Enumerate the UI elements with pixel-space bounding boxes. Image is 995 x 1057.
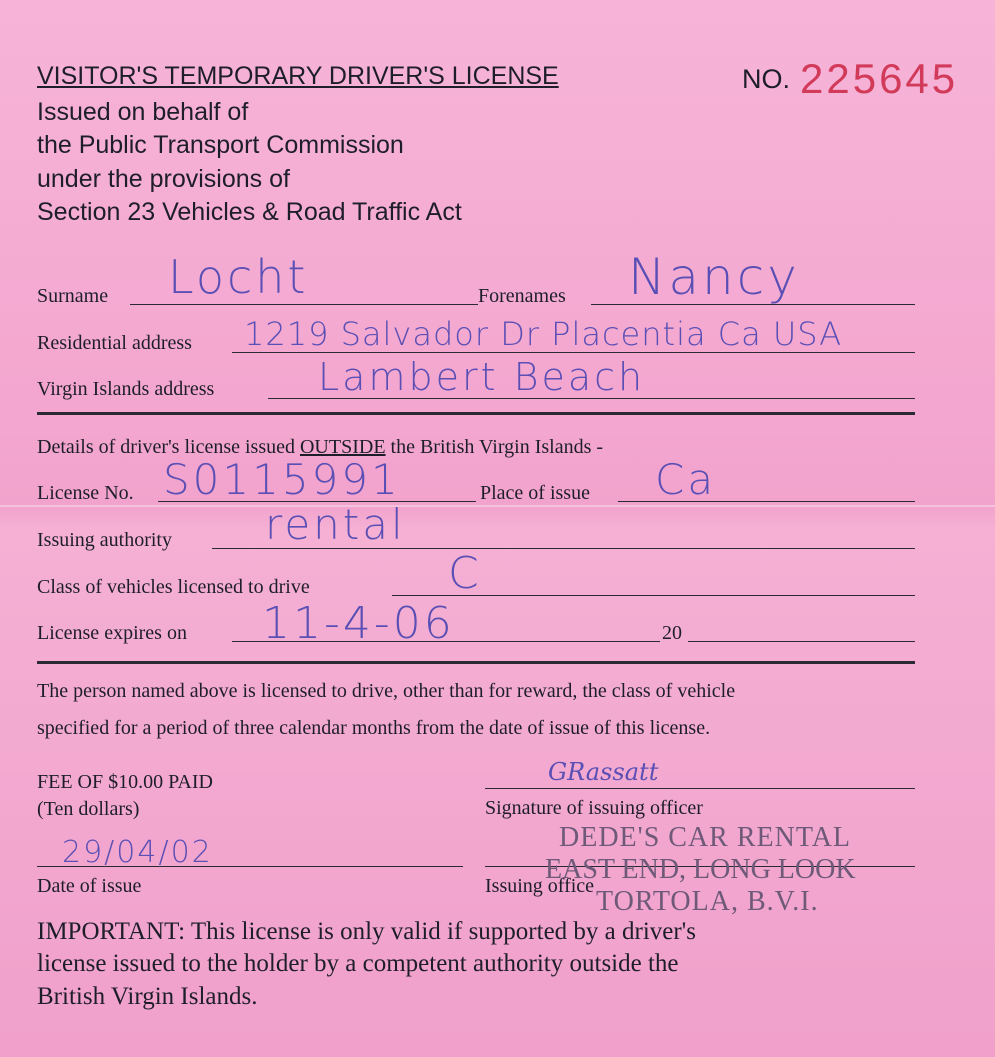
issue-date-underline bbox=[37, 866, 463, 867]
license-no-label: License No. bbox=[37, 482, 134, 504]
section-rule-bottom bbox=[37, 661, 915, 664]
surname-value: Locht bbox=[168, 250, 309, 304]
outside-prefix: Details of driver's license issued bbox=[37, 436, 300, 458]
issued-line-4: Section 23 Vehicles & Road Traffic Act bbox=[37, 198, 462, 226]
important-line-3: British Virgin Islands. bbox=[37, 983, 258, 1010]
signature-underline bbox=[485, 788, 915, 789]
license-number-label: NO. bbox=[742, 64, 791, 94]
surname-underline bbox=[130, 304, 478, 305]
outside-emphasis: OUTSIDE bbox=[299, 436, 386, 458]
fee-line-1: FEE OF $10.00 PAID bbox=[37, 771, 213, 793]
residential-value: 1219 Salvador Dr Placentia Ca USA bbox=[244, 315, 843, 353]
place-of-issue-label: Place of issue bbox=[480, 482, 590, 504]
terms-line-2: specified for a period of three calendar months from the date of issue of this license. bbox=[37, 717, 711, 739]
vehicle-class-label: Class of vehicles licensed to drive bbox=[37, 576, 310, 598]
officer-signature: GRassatt bbox=[548, 758, 659, 786]
expires-year-prefix: 20 bbox=[662, 622, 682, 644]
issue-date-label: Date of issue bbox=[37, 875, 142, 897]
license-number: 225645 bbox=[800, 55, 959, 102]
terms-line-1: The person named above is licensed to drive, other than for reward, the class of vehicle bbox=[37, 680, 736, 702]
license-no-value: S0115991 bbox=[163, 455, 401, 504]
outside-suffix: the British Virgin Islands - bbox=[385, 436, 604, 458]
issuing-authority-value: rental bbox=[265, 500, 406, 549]
issued-line-2: the Public Transport Commission bbox=[37, 131, 404, 159]
section-rule-top bbox=[37, 412, 915, 415]
forenames-value: Nancy bbox=[628, 248, 800, 306]
important-line-1: IMPORTANT: This license is only valid if supported by a driver's bbox=[37, 918, 696, 945]
issued-line-3: under the provisions of bbox=[37, 165, 290, 193]
important-line-2: license issued to the holder by a competent authority outside the bbox=[37, 950, 679, 977]
expires-value: 11-4-06 bbox=[262, 598, 455, 649]
expires-year-underline bbox=[688, 641, 915, 642]
residential-label: Residential address bbox=[37, 332, 192, 354]
vi-address-label: Virgin Islands address bbox=[37, 378, 215, 400]
license-title: VISITOR'S TEMPORARY DRIVER'S LICENSE bbox=[37, 62, 559, 90]
issuing-office-label: Issuing office bbox=[485, 875, 595, 897]
place-of-issue-value: Ca bbox=[655, 455, 717, 504]
rental-stamp-line-1: DEDE'S CAR RENTAL bbox=[559, 822, 852, 853]
vehicle-class-value: C bbox=[448, 548, 482, 599]
issue-date-value: 29/04/02 bbox=[62, 835, 213, 870]
vi-address-value: Lambert Beach bbox=[318, 355, 646, 399]
rental-stamp-line-3: TORTOLA, B.V.I. bbox=[596, 886, 819, 917]
issued-line-1: Issued on behalf of bbox=[37, 98, 249, 126]
surname-label: Surname bbox=[37, 285, 109, 307]
fee-line-2: (Ten dollars) bbox=[37, 798, 140, 820]
signature-label: Signature of issuing officer bbox=[485, 797, 703, 819]
rental-stamp-line-2: EAST END, LONG LOOK bbox=[545, 854, 856, 885]
issuing-authority-label: Issuing authority bbox=[37, 529, 172, 551]
fold-crease bbox=[0, 505, 995, 507]
forenames-label: Forenames bbox=[478, 285, 566, 307]
expires-label: License expires on bbox=[37, 622, 187, 644]
